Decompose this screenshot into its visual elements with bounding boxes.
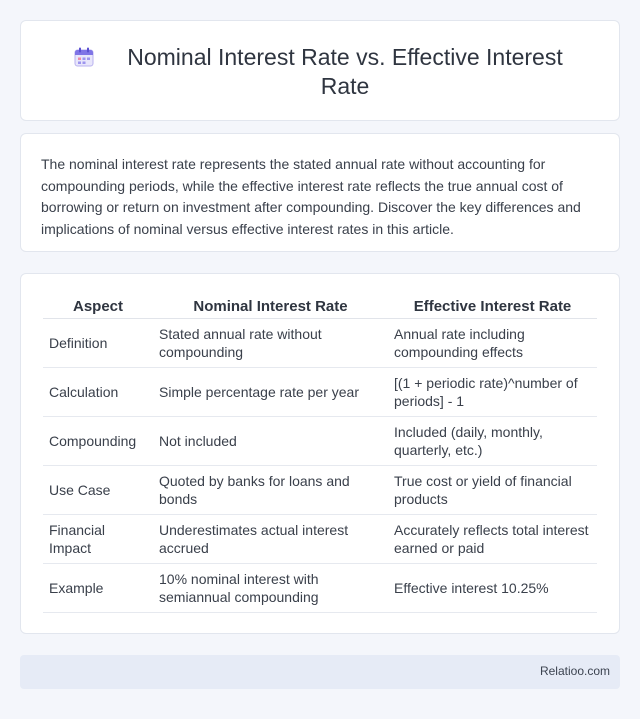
header-aspect: Aspect — [43, 294, 153, 319]
cell-aspect: Definition — [43, 319, 153, 368]
cell-aspect: Financial Impact — [43, 515, 153, 564]
cell-nominal: 10% nominal interest with semiannual compounding — [153, 564, 388, 613]
page-title: Nominal Interest Rate vs. Effective Interest Rate — [127, 44, 563, 99]
cell-effective: True cost or yield of financial products — [388, 466, 597, 515]
cell-nominal: Quoted by banks for loans and bonds — [153, 466, 388, 515]
cell-nominal: Stated annual rate without compounding — [153, 319, 388, 368]
table-row — [43, 564, 597, 613]
table-row — [43, 466, 597, 515]
header-nominal: Nominal Interest Rate — [153, 294, 388, 319]
footer-brand-link[interactable]: Relatioo.com — [539, 664, 610, 678]
cell-nominal: Not included — [153, 417, 388, 466]
intro-card — [20, 133, 620, 252]
table-header-row — [43, 294, 597, 319]
cell-effective: [(1 + periodic rate)^number of periods] - 1 — [388, 368, 597, 417]
cell-aspect: Example — [43, 564, 153, 613]
cell-effective: Accurately reflects total interest earned or paid — [388, 515, 597, 564]
title-card — [20, 20, 620, 121]
cell-effective: Effective interest 10.25% — [388, 564, 597, 613]
cell-aspect: Compounding — [43, 417, 153, 466]
table-row — [43, 368, 597, 417]
table-row — [43, 417, 597, 466]
table-row — [43, 515, 597, 564]
cell-effective: Annual rate including compounding effects — [388, 319, 597, 368]
comparison-table — [43, 294, 597, 613]
footer-bar — [20, 655, 620, 689]
cell-nominal: Simple percentage rate per year — [153, 368, 388, 417]
cell-aspect: Use Case — [43, 466, 153, 515]
cell-effective: Included (daily, monthly, quarterly, etc.) — [388, 417, 597, 466]
cell-aspect: Calculation — [43, 368, 153, 417]
table-row — [43, 319, 597, 368]
header-effective: Effective Interest Rate — [388, 294, 597, 319]
cell-nominal: Underestimates actual interest accrued — [153, 515, 388, 564]
intro-paragraph: The nominal interest rate represents the stated annual rate without accounting for compounding periods, while the effective interest rate reflects the true annual cost of borrowing or return on investment after compounding. Discover the key differences and implications of nominal versus effective interest rates in this article. — [41, 156, 581, 237]
comparison-table-card — [20, 273, 620, 634]
